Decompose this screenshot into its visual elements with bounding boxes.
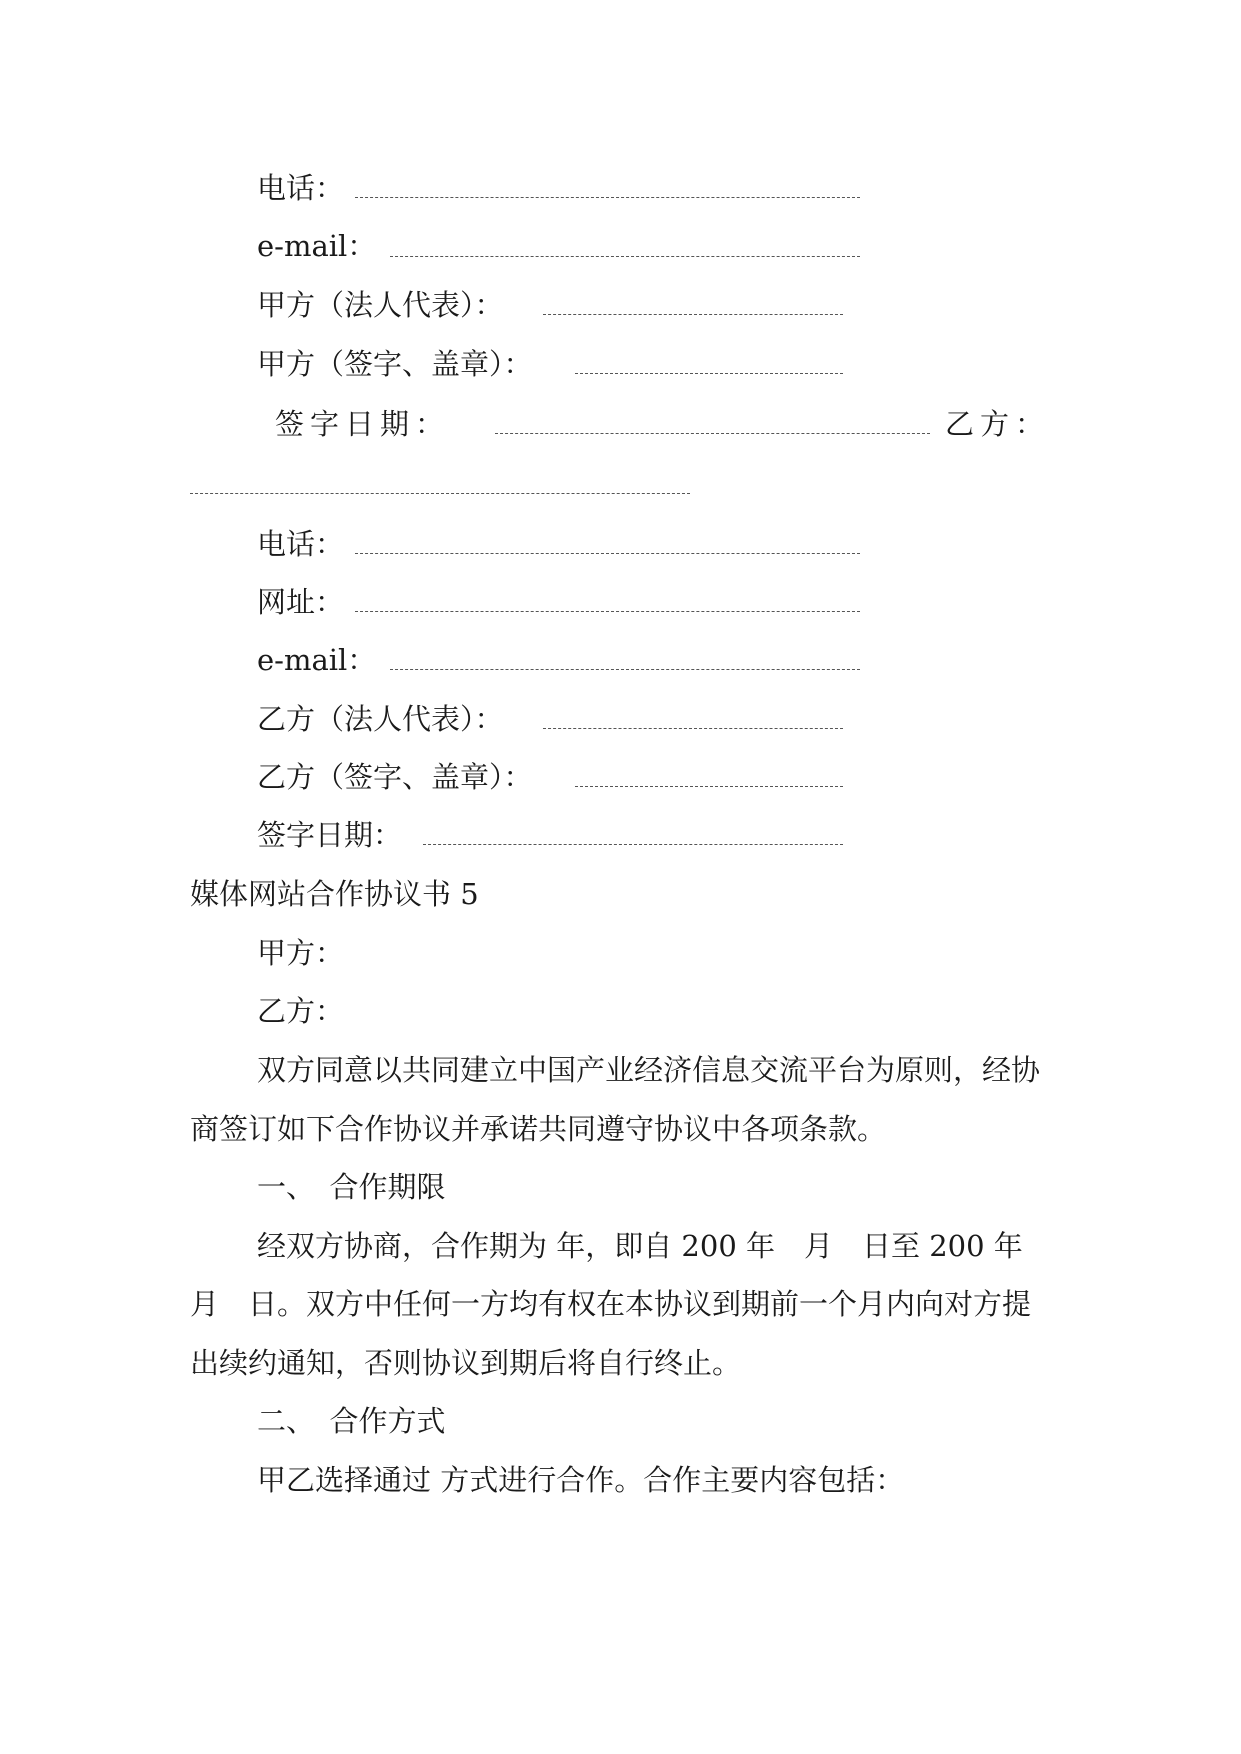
agreement-title: 媒体网站合作协议书 5 [190,877,479,911]
partyA-sign-date-label: 签字日期： [275,407,451,441]
section2-heading: 二、 合作方式 [257,1404,446,1438]
partyB-sign-date-blank[interactable] [423,844,843,845]
partyA-phone-label: 电话： [257,171,345,205]
partyB-sign-date-label: 签字日期： [257,818,403,852]
agreement-partyA: 甲方： [257,936,345,970]
section2-paragraph: 甲乙选择通过 方式进行合作。合作主要内容包括： [257,1462,905,1497]
partyB-legal-rep-label: 乙方（法人代表）： [257,702,504,736]
partyB-phone-label: 电话： [257,527,345,561]
partyA-phone-blank[interactable] [355,197,860,198]
partyB-email-label: e-mail： [257,643,377,677]
partyA-sign-label: 甲方（签字、盖章）： [257,347,533,381]
agreement-body [190,1041,1052,1509]
section1-heading: 一、 合作期限 [257,1170,446,1204]
partyA-sign-blank[interactable] [575,373,843,374]
intro-paragraph: 双方同意以共同建立中国产业经济信息交流平台为原则，经协商签订如下合作协议并承诺共同遵守协议中各项条款。 [190,1053,1041,1146]
partyB-website-blank[interactable] [355,611,860,612]
partyB-sign-blank[interactable] [575,786,843,787]
partyA-legal-rep-label: 甲方（法人代表）： [257,288,504,322]
partyA-legal-rep-blank[interactable] [543,314,843,315]
partyB-phone-blank[interactable] [355,553,860,554]
partyB-legal-rep-blank[interactable] [543,728,843,729]
partyA-email-label: e-mail： [257,229,377,263]
partyB-inline-label: 乙方： [945,407,1051,441]
agreement-partyB: 乙方： [257,994,345,1028]
partyA-email-blank[interactable] [390,256,860,257]
partyB-name-blank[interactable] [190,493,690,494]
partyB-website-label: 网址： [257,585,345,619]
partyB-sign-label: 乙方（签字、盖章）： [257,760,533,794]
partyB-email-blank[interactable] [390,669,860,670]
partyA-sign-date-blank[interactable] [495,433,930,434]
section1-paragraph: 经双方协商，合作期为 年，即自 200 年 月 日至 200 年 月 日。双方中任何一方均有权在本协议到期前一个月内向对方提出续约通知，否则协议到期后将自行终止。 [190,1228,1052,1380]
